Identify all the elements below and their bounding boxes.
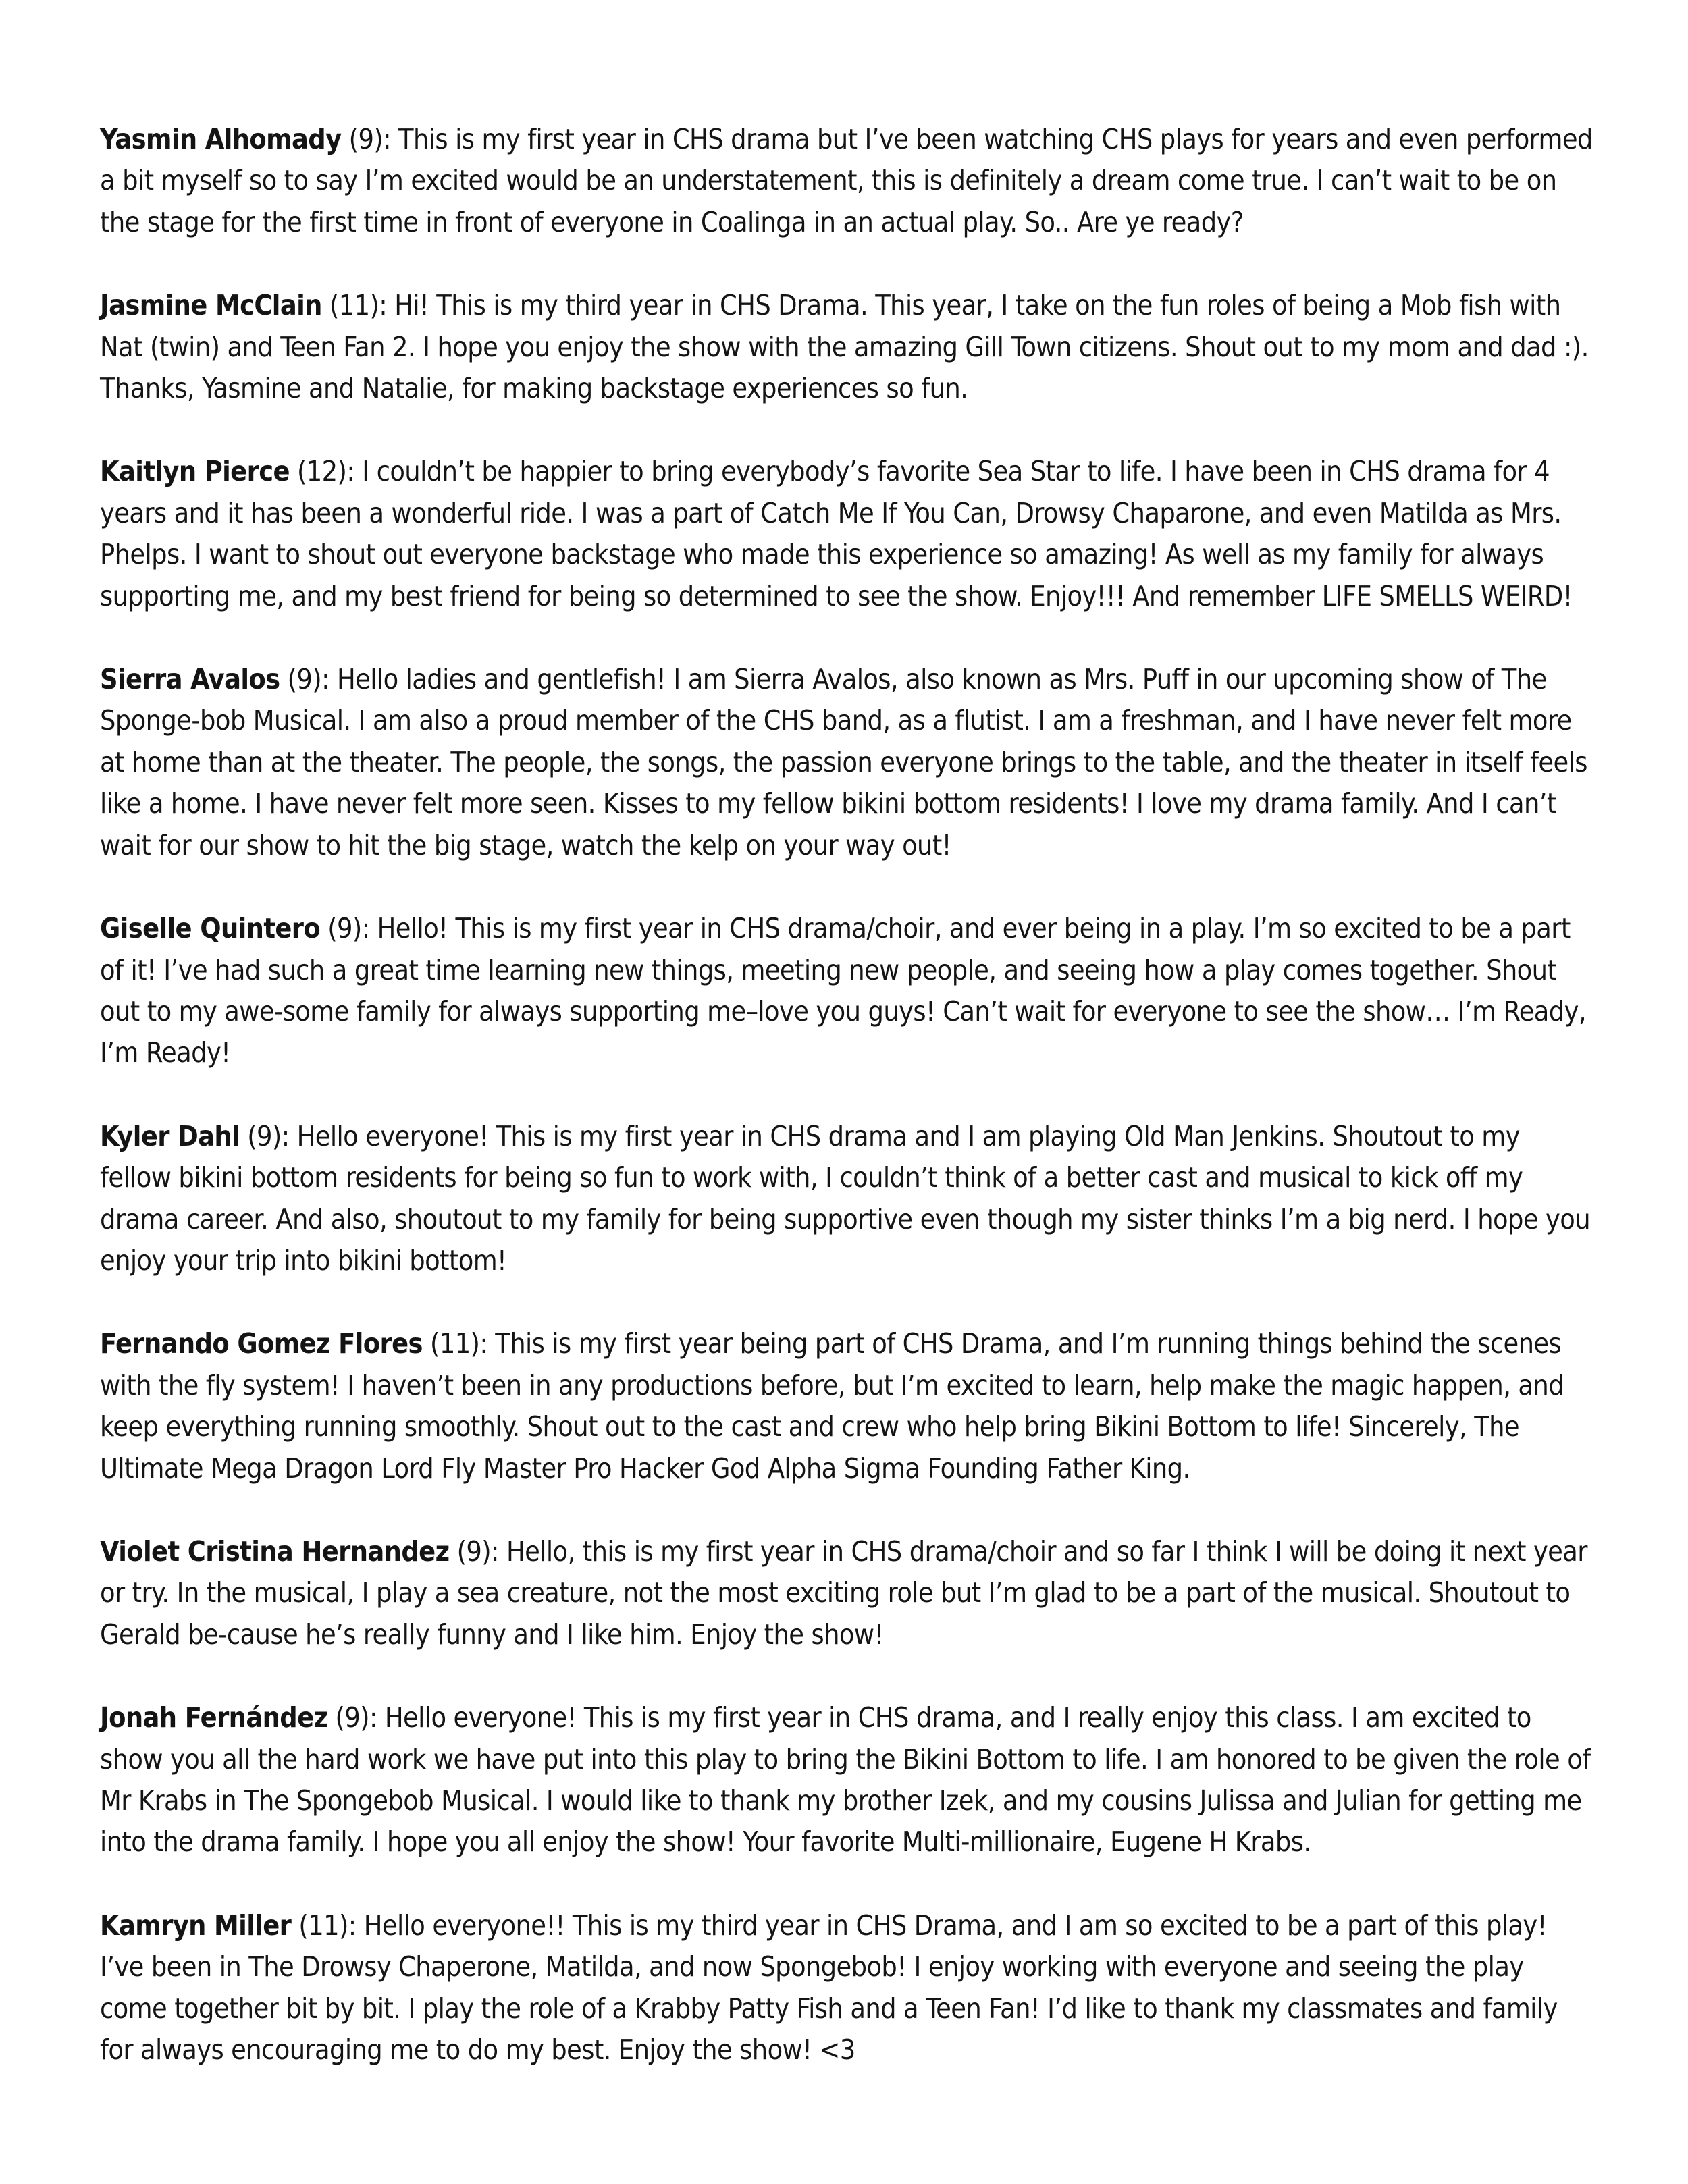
bio-grade: (9) xyxy=(247,1119,282,1152)
bio-text: : I couldn’t be happier to bring everybody’s favorite Sea Star to life. I have been in CHS drama for 4 years and it has been a wonderful ride. I was a part of Catch Me If You Can, Drowsy Chaparone, and even Matilda as Mrs. Phelps. I want to shout out everyone backstage who made this experience so amazing! As well as my family for always supporting me, and my best friend for being so determined to see the show. Enjoy!!! And remember LIFE SMELLS WEIRD! xyxy=(100,455,1573,612)
bio-jasmine-mcclain xyxy=(100,285,1593,409)
bio-jonah-fernandez xyxy=(100,1697,1593,1863)
bio-grade: (11) xyxy=(329,289,379,322)
bio-grade: (12) xyxy=(297,455,347,488)
bio-name: Jasmine McClain xyxy=(100,289,322,322)
bio-grade: (9) xyxy=(348,123,384,155)
bio-grade: (11) xyxy=(298,1909,348,1942)
bio-name: Giselle Quintero xyxy=(100,912,321,945)
bio-name: Kamryn Miller xyxy=(100,1909,292,1942)
bio-grade: (9) xyxy=(287,663,322,696)
bio-text: : This is my first year in CHS drama but I’ve been watching CHS plays for years and even performed a bit myself so to say I’m excited would be an understatement, this is definitely a dream come true. I can’t wait to be on the stage for the first time in front of everyone in Coalinga in an actual play. So.. Are ye ready? xyxy=(100,123,1593,238)
bio-grade: (9) xyxy=(456,1535,492,1568)
bio-name: Kyler Dahl xyxy=(100,1119,240,1152)
bio-grade: (9) xyxy=(327,912,362,945)
bio-grade: (11) xyxy=(430,1327,480,1360)
bio-text: : Hello! This is my first year in CHS drama/choir, and ever being in a play. I’m so excited to be a part of it! I’ve had such a great time learning new things, meeting new people, and seeing how a play comes together. Shout out to my awe-some family for always supporting me–love you guys! Can’t wait for everyone to see the show… I’m Ready, I’m Ready! xyxy=(100,912,1586,1069)
bio-grade: (9) xyxy=(335,1701,369,1734)
bio-name: Jonah Fernández xyxy=(100,1701,328,1734)
bio-sierra-avalos xyxy=(100,659,1593,866)
bio-kaitlyn-pierce xyxy=(100,451,1593,617)
bio-name: Violet Cristina Hernandez xyxy=(100,1535,450,1568)
bio-name: Sierra Avalos xyxy=(100,663,280,696)
bio-name: Fernando Gomez Flores xyxy=(100,1327,423,1360)
bio-text: : Hello everyone! This is my first year in CHS drama and I am playing Old Man Jenkins. Shoutout to my fellow bikini bottom residents for being so fun to work with, I couldn’t think of a better cast and musical to kick off my drama career. And also, shoutout to my family for being supportive even though my sister thinks I’m a big nerd. I hope you enjoy your trip into bikini bottom! xyxy=(100,1119,1591,1277)
bio-kyler-dahl xyxy=(100,1116,1593,1282)
bio-yasmin-alhomady xyxy=(100,119,1593,243)
bio-kamryn-miller xyxy=(100,1905,1593,2071)
bio-text: : Hello everyone! This is my first year in CHS drama, and I really enjoy this class. I am excited to show you all the hard work we have put into this play to bring the Bikini Bottom to life. I am honored to be given the role of Mr Krabs in The Spongebob Musical. I would like to thank my brother Izek, and my cousins Julissa and Julian for getting me into the drama family. I hope you all enjoy the show! Your favorite Multi-millionaire, Eugene H Krabs. xyxy=(100,1701,1591,1859)
bio-fernando-gomez-flores xyxy=(100,1323,1593,1489)
bio-text: : This is my first year being part of CHS Drama, and I’m running things behind the scenes with the fly system! I haven’t been in any productions before, but I’m excited to learn, help make the magic happen, and keep everything running smoothly. Shout out to the cast and crew who help bring Bikini Bottom to life! Sincerely, The Ultimate Mega Dragon Lord Fly Master Pro Hacker God Alpha Sigma Founding Father King. xyxy=(100,1327,1564,1485)
bio-name: Kaitlyn Pierce xyxy=(100,455,290,488)
bio-text: : Hello everyone!! This is my third year in CHS Drama, and I am so excited to be a part of this play! I’ve been in The Drowsy Chaperone, Matilda, and now Spongebob! I enjoy working with everyone and seeing the play come together bit by bit. I play the role of a Krabby Patty Fish and a Teen Fan! I’d like to thank my classmates and family for always encouraging me to do my best. Enjoy the show! <3 xyxy=(100,1909,1558,2067)
bio-name: Yasmin Alhomady xyxy=(100,123,342,155)
bio-text: : Hello ladies and gentlefish! I am Sierra Avalos, also known as Mrs. Puff in our upcoming show of The Sponge-bob Musical. I am also a proud member of the CHS band, as a flutist. I am a freshman, and I have never felt more at home than at the theater. The people, the songs, the passion everyone brings to the table, and the theater in itself feels like a home. I have never felt more seen. Kisses to my fellow bikini bottom residents! I love my drama family. And I can’t wait for our show to hit the big stage, watch the kelp on your way out! xyxy=(100,663,1587,861)
bio-giselle-quintero xyxy=(100,908,1593,1074)
bio-violet-cristina-hernandez xyxy=(100,1531,1593,1655)
bio-text: : Hello, this is my first year in CHS drama/choir and so far I think I will be doing it next year or try. In the musical, I play a sea creature, not the most exciting role but I’m glad to be a part of the musical. Shoutout to Gerald be-cause he’s really funny and I like him. Enjoy the show! xyxy=(100,1535,1587,1651)
bio-text: : Hi! This is my third year in CHS Drama. This year, I take on the fun roles of being a Mob fish with Nat (twin) and Teen Fan 2. I hope you enjoy the show with the amazing Gill Town citizens. Shout out to my mom and dad :). Thanks, Yasmine and Natalie, for making backstage experiences so fun. xyxy=(100,289,1589,405)
